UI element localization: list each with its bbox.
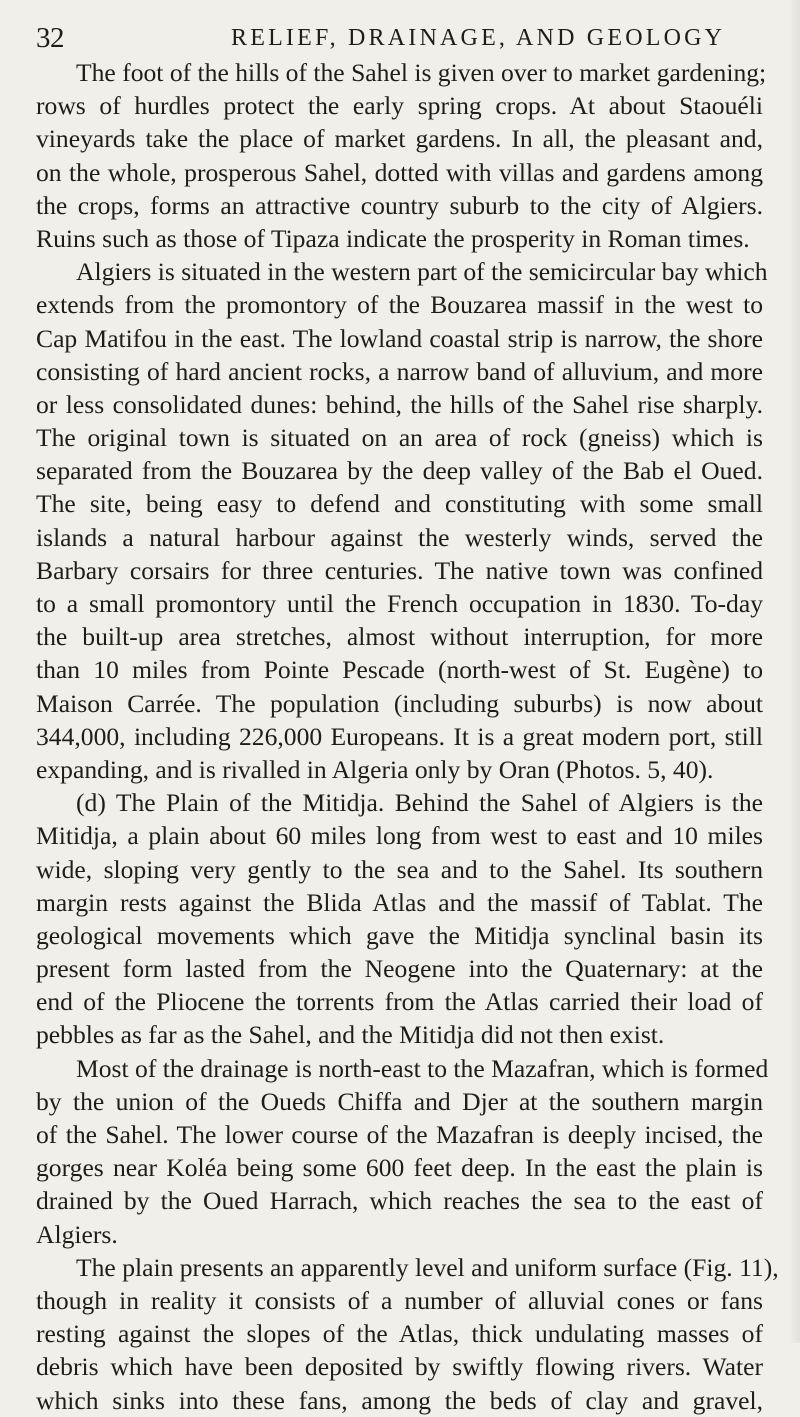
text-line: than 10 miles from Pointe Pescade (north-west of St. Eugène) to (36, 655, 763, 685)
text-line: (d) The Plain of the Mitidja. Behind the Sahel of Algiers is the (76, 788, 763, 818)
text-line: Maison Carrée. The population (including suburbs) is now about (36, 688, 763, 718)
text-line: drained by the Oued Harrach, which reaches the sea to the east of (36, 1186, 763, 1216)
text-line: 344,000, including 226,000 Europeans. It is a great modern port, still (36, 721, 763, 751)
text-line: Algiers. (36, 1219, 118, 1249)
text-line: The foot of the hills of the Sahel is given over to market gardening; (76, 58, 767, 87)
running-title: RELIEF, DRAINAGE, AND GEOLOGY (231, 25, 726, 51)
text-line: expanding, and is rivalled in Algeria only by Oran (Photos. 5, 40). (36, 754, 714, 784)
text-line: resting against the slopes of the Atlas, thick undulating masses of (36, 1319, 763, 1349)
text-line: wide, sloping very gently to the sea and to the Sahel. Its southern (36, 854, 763, 884)
text-line: vineyards take the place of market gardens. In all, the pleasant and, (36, 124, 763, 154)
text-line: Mitidja, a plain about 60 miles long from west to east and 10 miles (36, 821, 763, 851)
text-line: rows of hurdles protect the early spring crops. At about Staouéli (36, 91, 763, 121)
text-line: though in reality it consists of a number of alluvial cones or fans (36, 1285, 763, 1315)
text-line: the crops, forms an attractive country suburb to the city of Algiers. (36, 190, 763, 220)
text-line: debris which have been deposited by swiftly flowing rivers. Water (36, 1352, 763, 1382)
text-line: margin rests against the Blida Atlas and the massif of Tablat. The (36, 887, 763, 917)
page-number: 32 (36, 22, 64, 54)
page-edge-shadow (788, 0, 800, 1343)
text-line: end of the Pliocene the torrents from the Atlas carried their load of (36, 987, 763, 1017)
text-line: Most of the drainage is north-east to the Mazafran, which is formed (76, 1053, 769, 1083)
body-text (36, 56, 779, 1417)
text-line: extends from the promontory of the Bouzarea massif in the west to (36, 290, 763, 320)
text-line: the built-up area stretches, almost without interruption, for more (36, 622, 763, 652)
text-line: Algiers is situated in the western part of the semicircular bay which (76, 257, 768, 287)
text-line: by the union of the Oueds Chiffa and Djer at the southern margin (36, 1086, 763, 1116)
text-line: of the Sahel. The lower course of the Mazafran is deeply incised, the (36, 1120, 763, 1149)
text-line: present form lasted from the Neogene into the Quaternary: at the (36, 954, 763, 984)
text-line: The original town is situated on an area of rock (gneiss) which is (36, 423, 763, 453)
text-line: to a small promontory until the French occupation in 1830. To-day (36, 589, 763, 618)
text-line: The plain presents an apparently level and uniform surface (Fig. 11), (76, 1252, 779, 1282)
text-line: Barbary corsairs for three centuries. The native town was confined (36, 555, 763, 585)
text-line: geological movements which gave the Mitidja synclinal basin its (36, 920, 763, 950)
text-line: on the whole, prosperous Sahel, dotted with villas and gardens among (36, 157, 763, 187)
text-line: or less consolidated dunes: behind, the hills of the Sahel rise sharply. (36, 389, 763, 419)
text-line: gorges near Koléa being some 600 feet deep. In the east the plain is (36, 1153, 763, 1183)
text-line: islands a natural harbour against the westerly winds, served the (36, 522, 763, 552)
page-header (36, 18, 726, 58)
text-line: The site, being easy to defend and constituting with some small (36, 489, 763, 519)
text-line: Cap Matifou in the east. The lowland coastal strip is narrow, the shore (36, 323, 763, 353)
text-line: which sinks into these fans, among the beds of clay and gravel, (36, 1385, 763, 1415)
text-line: Ruins such as those of Tipaza indicate the prosperity in Roman times. (36, 223, 750, 253)
text-line: consisting of hard ancient rocks, a narrow band of alluvium, and more (36, 356, 763, 386)
text-line: separated from the Bouzarea by the deep valley of the Bab el Oued. (36, 456, 763, 486)
text-line: pebbles as far as the Sahel, and the Mitidja did not then exist. (36, 1020, 665, 1050)
